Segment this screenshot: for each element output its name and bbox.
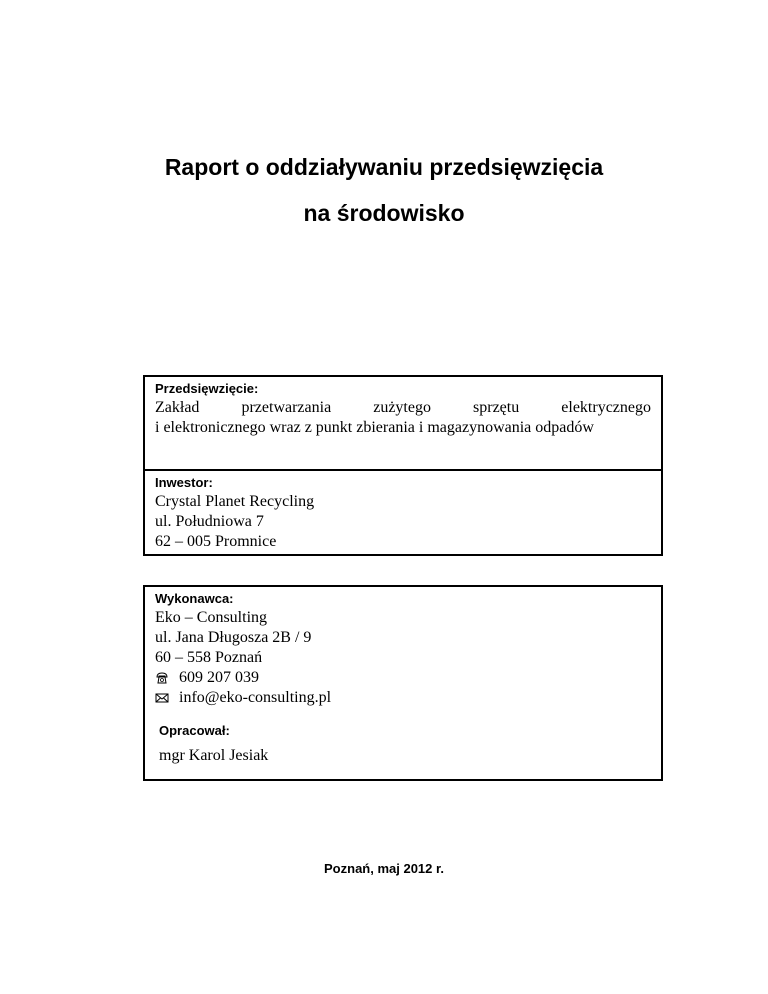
contractor-email-row [155, 688, 651, 708]
place-and-date: Poznań, maj 2012 r. [324, 861, 444, 876]
contractor-street: ul. Jana Długosza 2B / 9 [155, 629, 312, 646]
phone-icon [155, 671, 169, 685]
investor-box [143, 469, 663, 556]
contractor-phone: 609 207 039 [179, 669, 259, 686]
investor-city: 62 – 005 Promnice [155, 533, 277, 550]
author-label: Opracował: [159, 723, 230, 738]
document-title-line-2: na środowisko [303, 200, 465, 226]
contractor-box [143, 585, 663, 781]
project-description-line-2: i elektronicznego wraz z punkt zbierania i magazynowania odpadów [155, 419, 594, 436]
document-title-line-1: Raport o oddziaływaniu przedsięwzięcia [164, 154, 604, 180]
project-description-line-1: Zakład przetwarzania zużytego sprzętu elektrycznego [155, 399, 651, 416]
contractor-name: Eko – Consulting [155, 609, 268, 626]
envelope-icon [155, 691, 169, 705]
contractor-phone-row [155, 668, 651, 688]
investor-name: Crystal Planet Recycling [155, 493, 315, 510]
project-box [143, 375, 663, 471]
project-label: Przedsięwzięcie: [155, 381, 259, 396]
investor-street: ul. Południowa 7 [155, 513, 264, 530]
contractor-email: info@eko-consulting.pl [179, 689, 332, 706]
contractor-city: 60 – 558 Poznań [155, 649, 263, 666]
investor-label: Inwestor: [155, 475, 213, 490]
author-name: mgr Karol Jesiak [159, 747, 269, 764]
contractor-label: Wykonawca: [155, 591, 234, 606]
